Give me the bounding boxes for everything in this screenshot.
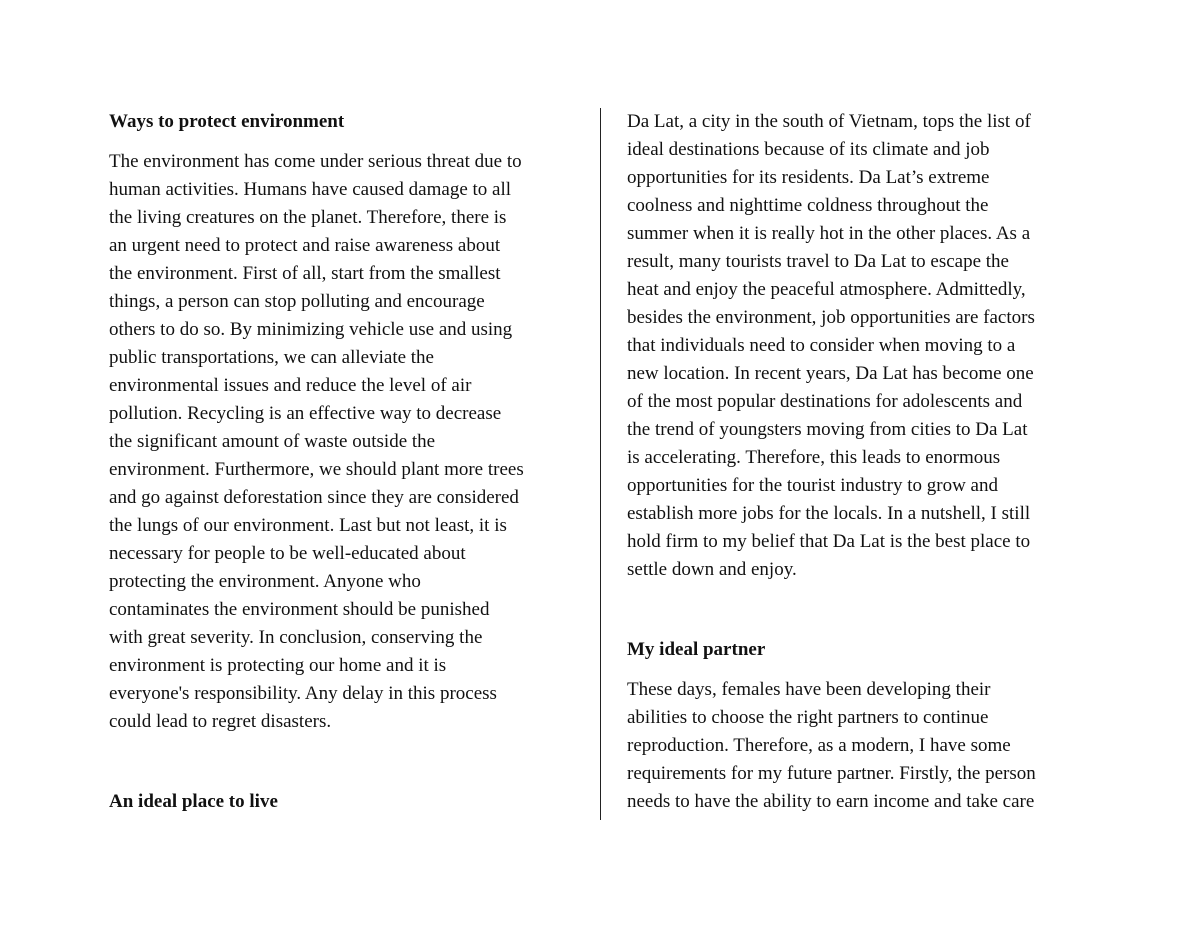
text-line: and go against deforestation since they are considered — [109, 487, 519, 508]
section-body-ideal-partner — [627, 676, 1092, 816]
text-line: could lead to regret disasters. — [109, 711, 332, 732]
text-line: is accelerating. Therefore, this leads to enormous — [627, 447, 1001, 468]
text-line: the trend of youngsters moving from cities to Da Lat — [627, 419, 1028, 440]
text-line: opportunities for its residents. Da Lat’s extreme — [627, 167, 990, 188]
column-divider — [600, 108, 601, 820]
text-line: environmental issues and reduce the level of air — [109, 375, 472, 396]
text-line: Da Lat, a city in the south of Vietnam, tops the list of — [627, 111, 1031, 132]
text-line: protecting the environment. Anyone who — [109, 571, 421, 592]
text-line: hold firm to my belief that Da Lat is the best place to — [627, 531, 1031, 552]
text-line: besides the environment, job opportunities are factors — [627, 307, 1035, 328]
text-line: opportunities for the tourist industry to grow and — [627, 475, 998, 496]
text-line: environment is protecting our home and it is — [109, 655, 447, 676]
text-line: heat and enjoy the peaceful atmosphere. Admittedly, — [627, 279, 1026, 300]
text-line: abilities to choose the right partners to continue — [627, 707, 989, 728]
text-line: result, many tourists travel to Da Lat to escape the — [627, 251, 1009, 272]
left-column — [109, 108, 579, 816]
right-column — [627, 108, 1092, 816]
text-line: the environment. First of all, start from the smallest — [109, 263, 501, 284]
text-line: of the most popular destinations for adolescents and — [627, 391, 1023, 412]
text-line: establish more jobs for the locals. In a nutshell, I still — [627, 503, 1031, 524]
text-line: The environment has come under serious threat due to — [109, 151, 522, 172]
text-line: coolness and nighttime coldness throughout the — [627, 195, 989, 216]
text-line: everyone's responsibility. Any delay in this process — [109, 683, 497, 704]
section-heading-ideal-place: An ideal place to live — [109, 791, 278, 812]
section-body-environment — [109, 148, 579, 736]
text-line: human activities. Humans have caused damage to all — [109, 179, 512, 200]
text-line: settle down and enjoy. — [627, 559, 797, 580]
section-heading-environment: Ways to protect environment — [109, 111, 345, 132]
text-line: others to do so. By minimizing vehicle use and using — [109, 319, 513, 340]
text-line: ideal destinations because of its climate and job — [627, 139, 990, 160]
text-line: new location. In recent years, Da Lat has become one — [627, 363, 1034, 384]
section-heading-ideal-partner: My ideal partner — [627, 639, 766, 660]
text-line: contaminates the environment should be punished — [109, 599, 490, 620]
text-line: summer when it is really hot in the other places. As a — [627, 223, 1031, 244]
text-line: These days, females have been developing their — [627, 679, 991, 700]
section-body-ideal-place — [627, 108, 1092, 584]
text-line: public transportations, we can alleviate the — [109, 347, 434, 368]
text-line: requirements for my future partner. Firstly, the person — [627, 763, 1036, 784]
text-line: an urgent need to protect and raise awareness about — [109, 235, 501, 256]
text-line: with great severity. In conclusion, conserving the — [109, 627, 483, 648]
text-line: that individuals need to consider when moving to a — [627, 335, 1016, 356]
text-line: reproduction. Therefore, as a modern, I have some — [627, 735, 1011, 756]
text-line: the living creatures on the planet. Therefore, there is — [109, 207, 507, 228]
text-line: environment. Furthermore, we should plant more trees — [109, 459, 524, 480]
text-line: pollution. Recycling is an effective way to decrease — [109, 403, 502, 424]
text-line: the significant amount of waste outside the — [109, 431, 436, 452]
text-line: things, a person can stop polluting and encourage — [109, 291, 485, 312]
text-line: needs to have the ability to earn income and take care — [627, 791, 1035, 812]
text-line: necessary for people to be well-educated about — [109, 543, 466, 564]
text-line: the lungs of our environment. Last but not least, it is — [109, 515, 507, 536]
